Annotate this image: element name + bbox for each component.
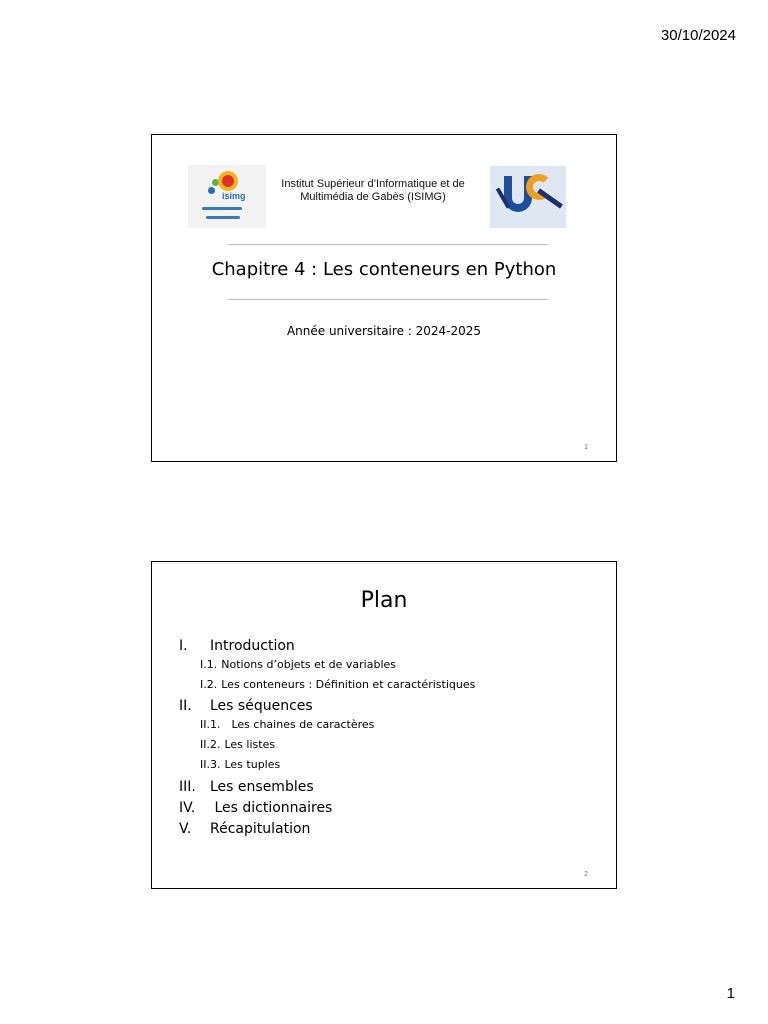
divider-bottom [228, 299, 548, 300]
slide-plan [151, 561, 617, 889]
slide-number: 1 [584, 444, 588, 451]
plan-subitem-conteneurs-definition: I.2. Les conteneurs : Définition et caractéristiques [200, 678, 476, 691]
isimg-logo-text: isimg [222, 191, 246, 201]
plan-item-ensembles: III. Les ensembles [179, 779, 314, 795]
plan-item-dictionnaires: IV. Les dictionnaires [179, 800, 333, 816]
academic-year: Année universitaire : 2024-2025 [286, 324, 482, 338]
slide-title [151, 134, 617, 462]
plan-item-recapitulation: V. Récapitulation [179, 821, 311, 837]
plan-subitem-tuples: II.3. Les tuples [200, 758, 281, 771]
page-number: 1 [726, 985, 735, 1002]
plan-item-introduction: I. Introduction [179, 638, 295, 654]
plan-subitem-objets-variables: I.1. Notions d’objets et de variables [200, 658, 396, 671]
print-date: 30/10/2024 [660, 27, 736, 44]
plan-title: Plan [360, 588, 408, 613]
university-of-gabes-logo [490, 166, 566, 228]
plan-subitem-chaines: II.1. Les chaines de caractères [200, 718, 375, 731]
plan-list [179, 638, 475, 841]
divider-top [228, 244, 548, 245]
plan-subitem-listes: II.2. Les listes [200, 738, 276, 751]
institute-name: Institut Supérieur d’Informatique et de Multimédia de Gabès (ISIMG) [281, 178, 465, 203]
chapter-title: Chapitre 4 : Les conteneurs en Python [211, 259, 557, 280]
plan-item-sequences: II. Les séquences [179, 698, 313, 714]
slide-number: 2 [584, 871, 588, 878]
isimg-logo [188, 165, 266, 228]
